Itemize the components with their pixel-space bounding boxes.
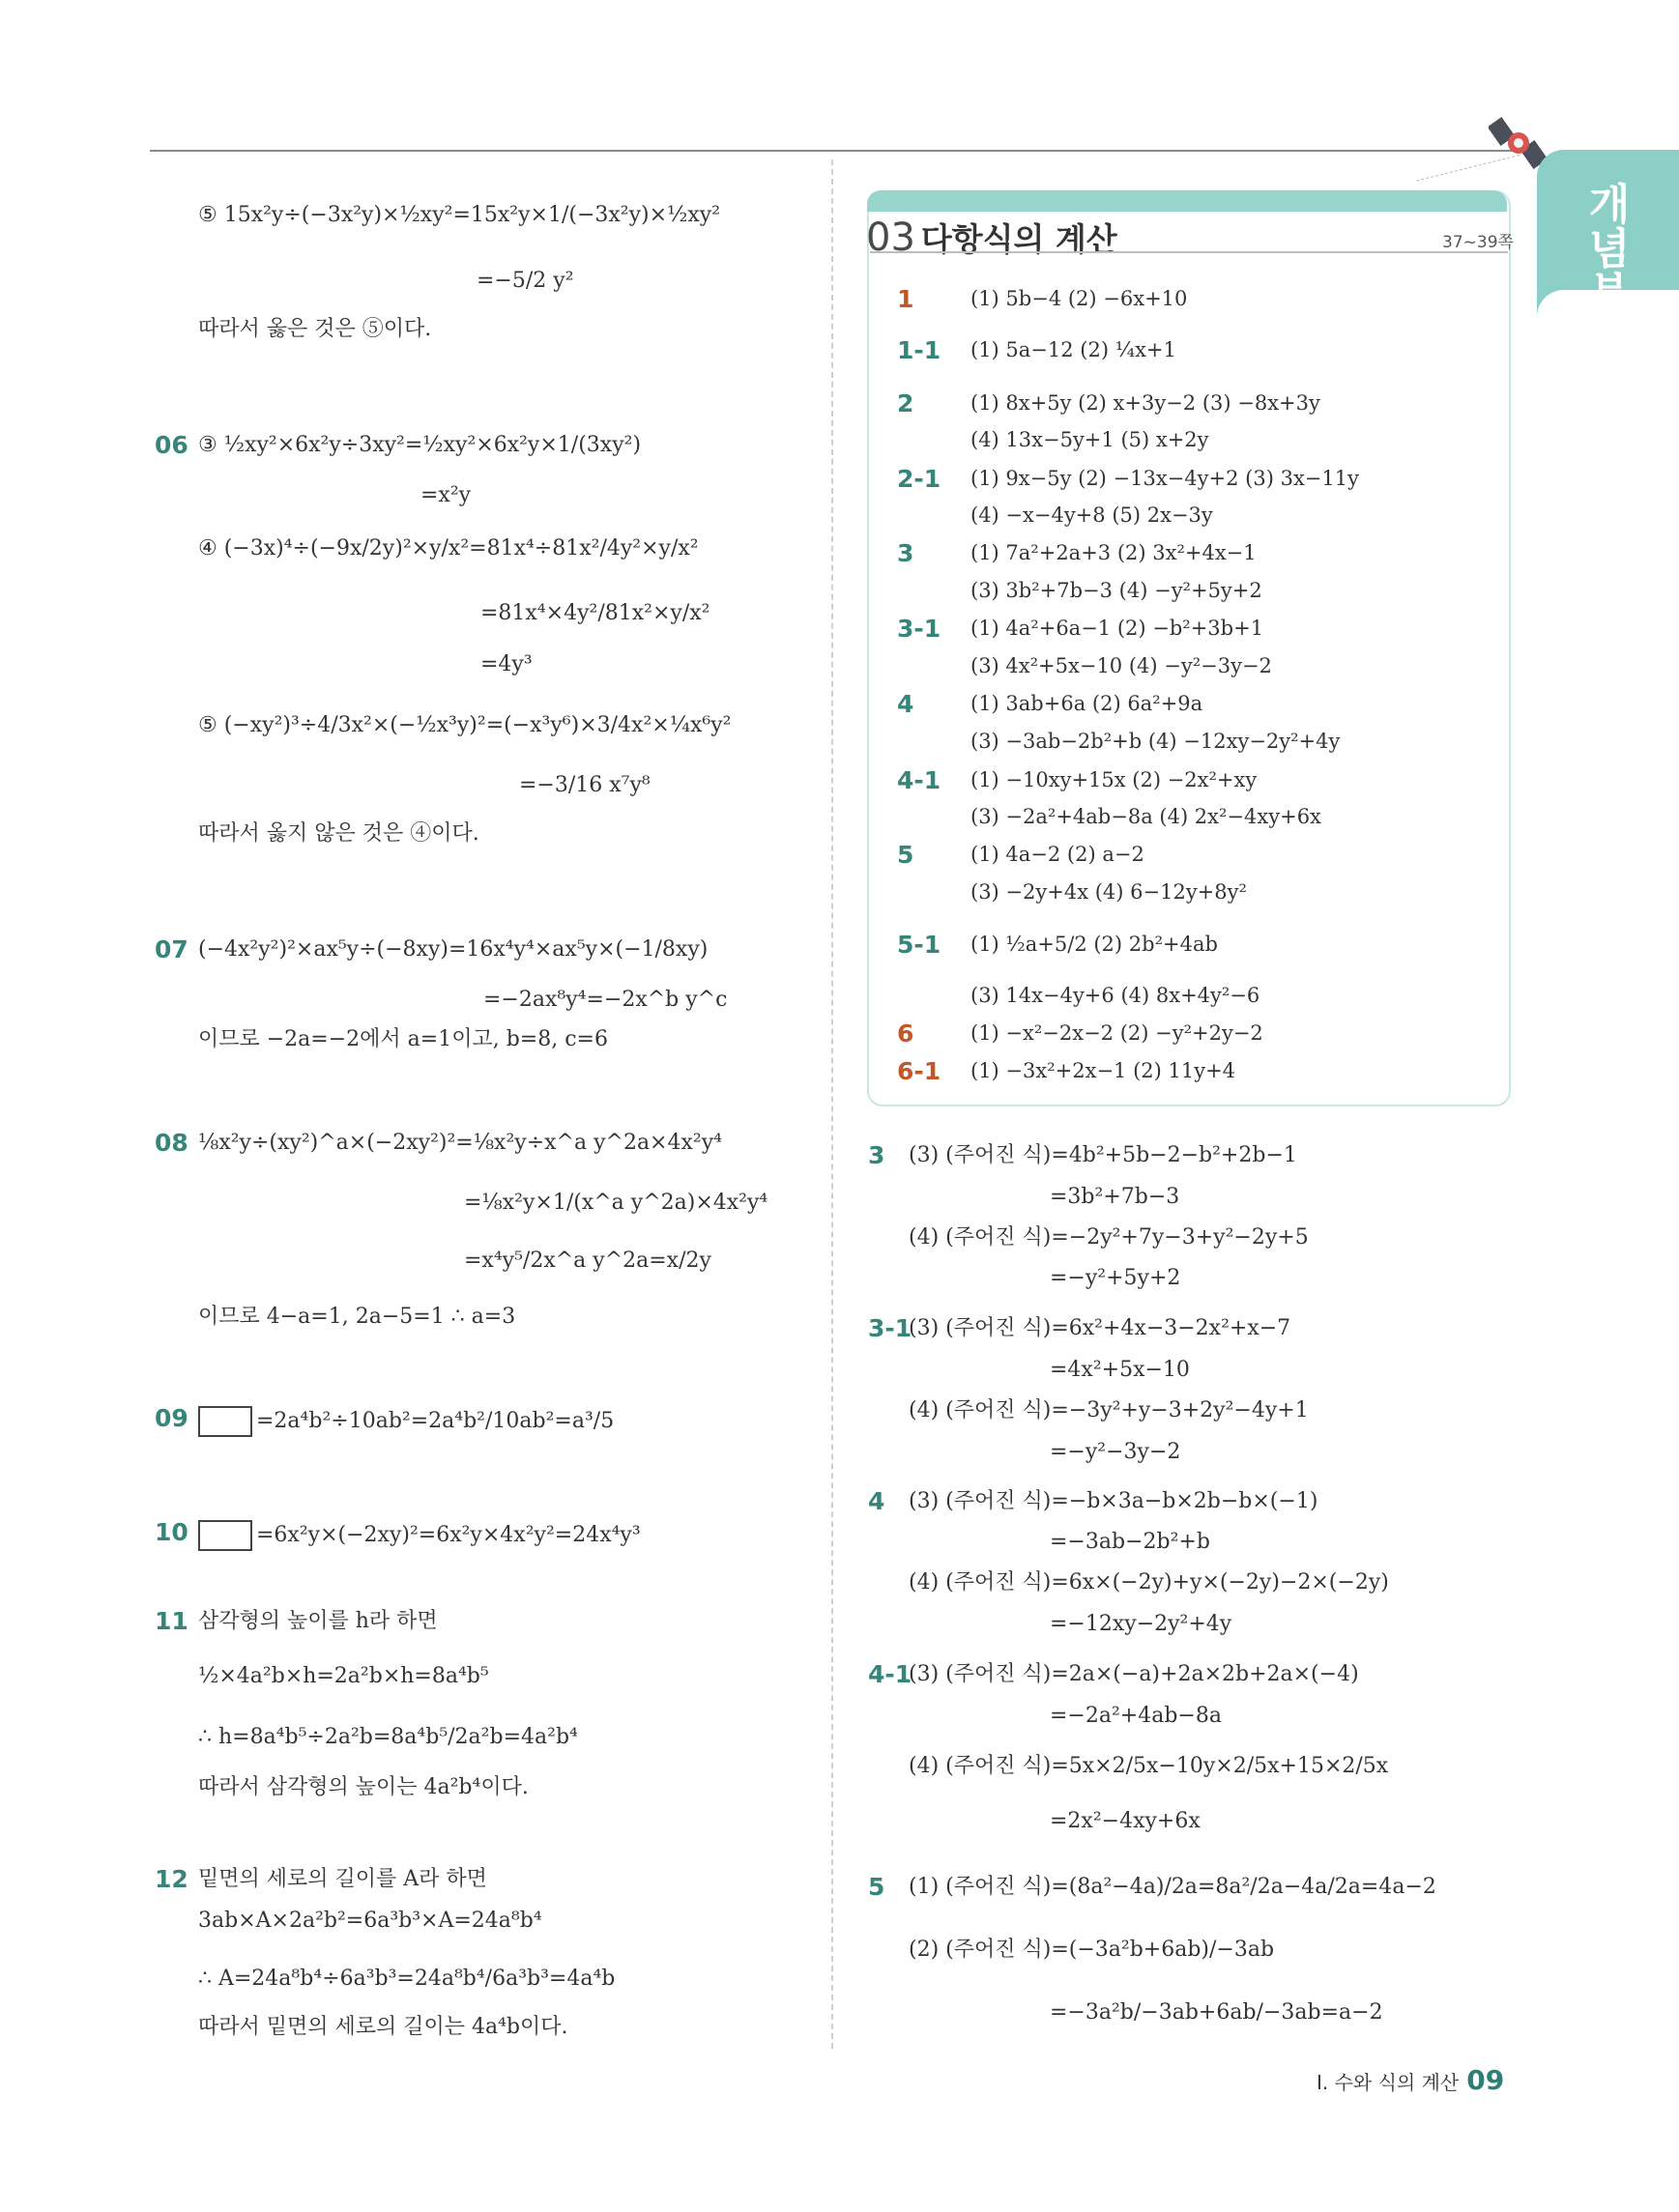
answer-key-rule <box>870 251 1508 253</box>
answer-key-line: (1) 8x+5y (2) x+3y−2 (3) −8x+3y <box>970 391 1320 415</box>
page-number: 09 <box>1466 2064 1505 2096</box>
left-line-text: =−2ax⁸y⁴=−2x^b y^c <box>483 988 728 1012</box>
left-line <box>198 1967 615 1992</box>
right-line-text: (3) (주어진 식)=2a×(−a)+2a×2b+2a×(−4) <box>909 1662 1359 1686</box>
left-line-text: 따라서 삼각형의 높이는 4a²b⁴이다. <box>198 1775 529 1799</box>
left-line-text: =−5/2 y² <box>477 269 574 293</box>
right-line <box>1050 1530 1210 1555</box>
answer-key-number: 2-1 <box>897 465 941 493</box>
answer-key-line: (1) 5b−4 (2) −6x+10 <box>970 287 1188 310</box>
answer-key-line: (1) 7a²+2a+3 (2) 3x²+4x−1 <box>970 541 1257 564</box>
left-line <box>198 1664 489 1689</box>
right-line <box>909 1662 1359 1687</box>
chapter-label: Ⅰ. 수와 식의 계산 <box>1317 2071 1460 2094</box>
answer-key-line: (3) 3b²+7b−3 (4) −y²+5y+2 <box>970 579 1262 602</box>
left-line <box>420 483 471 508</box>
right-line-text: (3) (주어진 식)=−b×3a−b×2b−b×(−1) <box>909 1489 1318 1513</box>
left-line-text: 밑면의 세로의 길이를 A라 하면 <box>198 1867 487 1891</box>
left-line <box>477 269 574 294</box>
right-line <box>1050 1266 1180 1291</box>
left-line <box>198 2015 568 2040</box>
left-problem-number: 07 <box>155 935 188 963</box>
left-line <box>198 821 479 847</box>
right-line <box>1050 1440 1180 1465</box>
left-line <box>480 652 533 677</box>
left-line-text: ⑤ 15x²y÷(−3x²y)×½xy²=15x²y×1/(−3x²y)×½xy² <box>198 203 721 227</box>
book-label: 개념북 <box>1580 182 1630 315</box>
left-line-text: 이므로 −2a=−2에서 a=1이고, b=8, c=6 <box>198 1027 608 1051</box>
answer-key-number: 1 <box>897 285 914 313</box>
answer-key-line: (3) −2a²+4ab−8a (4) 2x²−4xy+6x <box>970 805 1321 828</box>
answer-key-line: (3) −3ab−2b²+b (4) −12xy−2y²+4y <box>970 730 1341 753</box>
left-line <box>464 1191 767 1216</box>
left-line-text: =6x²y×(−2xy)²=6x²y×4x²y²=24x⁴y³ <box>256 1523 641 1547</box>
left-line <box>198 1131 722 1156</box>
right-line-text: =4x²+5x−10 <box>1050 1358 1190 1382</box>
right-line-text: (3) (주어진 식)=4b²+5b−2−b²+2b−1 <box>909 1143 1297 1167</box>
left-line-text: ③ ½xy²×6x²y÷3xy²=½xy²×6x²y×1/(3xy²) <box>198 433 642 457</box>
right-line-text: =−3ab−2b²+b <box>1050 1530 1210 1554</box>
answer-key-number: 4 <box>897 690 914 718</box>
left-problem-number: 06 <box>155 431 188 459</box>
answer-key-number: 3 <box>897 539 914 567</box>
left-line <box>519 773 651 798</box>
right-line-text: (2) (주어진 식)=(−3a²b+6ab)/−3ab <box>909 1938 1275 1962</box>
answer-key-line: (1) 4a−2 (2) a−2 <box>970 843 1144 866</box>
right-line-text: (4) (주어진 식)=−3y²+y−3+2y²−4y+1 <box>909 1398 1309 1422</box>
left-line-text: =x⁴y⁵/2x^a y^2a=x/2y <box>464 1249 711 1273</box>
left-problem-number: 12 <box>155 1865 188 1893</box>
answer-key-number: 1-1 <box>897 336 941 364</box>
answer-key-line: (4) −x−4y+8 (5) 2x−3y <box>970 503 1213 527</box>
right-line-text: =−3a²b/−3ab+6ab/−3ab=a−2 <box>1050 2000 1383 2025</box>
left-line-text: =4y³ <box>480 652 533 676</box>
left-line <box>198 713 732 738</box>
answer-key-line: (1) 3ab+6a (2) 6a²+9a <box>970 692 1203 715</box>
section-number: 03 <box>866 215 915 260</box>
right-problem-number: 5 <box>868 1873 885 1901</box>
right-line-text: (4) (주어진 식)=6x×(−2y)+y×(−2y)−2×(−2y) <box>909 1570 1389 1594</box>
left-line <box>198 1609 438 1634</box>
left-line <box>198 1406 614 1437</box>
answer-key-number: 6 <box>897 1020 914 1048</box>
left-line <box>464 1249 711 1274</box>
left-line <box>198 1867 487 1892</box>
left-line-text: =2a⁴b²÷10ab²=2a⁴b²/10ab²=a³/5 <box>256 1409 615 1433</box>
left-line <box>198 317 431 342</box>
right-problem-number: 4 <box>868 1487 885 1515</box>
right-line <box>1050 2000 1383 2025</box>
blank-box <box>198 1520 252 1551</box>
left-line-text: 따라서 옳지 않은 것은 ④이다. <box>198 821 479 846</box>
left-line-text: =x²y <box>420 483 472 507</box>
section-pages: 37~39쪽 <box>1442 233 1514 252</box>
right-line <box>1050 1612 1231 1637</box>
right-line-text: (1) (주어진 식)=(8a²−4a)/2a=8a²/2a−4a/2a=4a−2 <box>909 1875 1436 1899</box>
left-line <box>198 1725 578 1750</box>
left-line <box>483 988 727 1013</box>
answer-key-line: (3) 4x²+5x−10 (4) −y²−3y−2 <box>970 654 1272 677</box>
right-line <box>909 1398 1309 1423</box>
left-line <box>198 937 708 962</box>
left-line-text: ⅛x²y÷(xy²)^a×(−2xy²)²=⅛x²y÷x^a y^2a×4x²y⁴ <box>198 1131 722 1155</box>
right-line-text: =−y²+5y+2 <box>1050 1266 1181 1290</box>
left-line <box>198 1520 641 1551</box>
answer-key-line: (3) 14x−4y+6 (4) 8x+4y²−6 <box>970 984 1260 1007</box>
left-line <box>198 203 720 228</box>
left-line-text: 이므로 4−a=1, 2a−5=1 ∴ a=3 <box>198 1305 516 1329</box>
left-line <box>198 1775 529 1800</box>
left-line <box>198 1027 608 1052</box>
right-line-text: (4) (주어진 식)=−2y²+7y−3+y²−2y+5 <box>909 1225 1309 1250</box>
left-line-text: =−3/16 x⁷y⁸ <box>519 773 651 797</box>
right-line-text: =2x²−4xy+6x <box>1050 1809 1201 1833</box>
right-line <box>1050 1809 1201 1834</box>
top-rule <box>150 150 1522 152</box>
left-line-text: 3ab×A×2a²b²=6a³b³×A=24a⁸b⁴ <box>198 1909 542 1933</box>
right-line-text: (4) (주어진 식)=5x×2/5x−10y×2/5x+15×2/5x <box>909 1754 1389 1778</box>
answer-key-line: (1) −10xy+15x (2) −2x²+xy <box>970 768 1258 791</box>
answer-key-line: (1) 4a²+6a−1 (2) −b²+3b+1 <box>970 617 1264 640</box>
right-line-text: =−2a²+4ab−8a <box>1050 1704 1222 1728</box>
answer-key-number: 2 <box>897 389 914 417</box>
right-line-text: (3) (주어진 식)=6x²+4x−3−2x²+x−7 <box>909 1316 1291 1340</box>
left-line-text: ∴ h=8a⁴b⁵÷2a²b=8a⁴b⁵/2a²b=4a²b⁴ <box>198 1725 578 1749</box>
blank-box <box>198 1406 252 1437</box>
right-line-text: =−12xy−2y²+4y <box>1050 1612 1232 1636</box>
left-problem-number: 09 <box>155 1404 188 1432</box>
answer-key-box <box>867 190 1511 1106</box>
column-divider <box>831 159 833 2049</box>
right-line <box>909 1754 1388 1779</box>
right-line-text: =−y²−3y−2 <box>1050 1440 1181 1464</box>
left-line-text: ½×4a²b×h=2a²b×h=8a⁴b⁵ <box>198 1664 489 1688</box>
left-line <box>198 1305 515 1330</box>
answer-key-number: 5-1 <box>897 931 941 959</box>
right-line <box>1050 1185 1179 1210</box>
left-problem-number: 08 <box>155 1129 188 1157</box>
left-line-text: =81x⁴×4y²/81x²×y/x² <box>480 601 710 625</box>
left-line-text: 따라서 밑면의 세로의 길이는 4a⁴b이다. <box>198 2015 568 2039</box>
left-line-text: 따라서 옳은 것은 ⑤이다. <box>198 317 432 341</box>
left-line-text: (−4x²y²)²×ax⁵y÷(−8xy)=16x⁴y⁴×ax⁵y×(−1/8xy) <box>198 937 709 962</box>
answer-key-line: (1) 9x−5y (2) −13x−4y+2 (3) 3x−11y <box>970 467 1359 490</box>
answer-key-line: (3) −2y+4x (4) 6−12y+8y² <box>970 880 1247 904</box>
left-line-text: ⑤ (−xy²)³÷4/3x²×(−½x³y)²=(−x³y⁶)×3/4x²×¼x⁶y² <box>198 713 732 737</box>
right-line <box>909 1316 1290 1341</box>
right-line <box>909 1489 1317 1514</box>
answer-key-header-bar <box>867 190 1507 212</box>
page-footer <box>1317 2064 1504 2096</box>
left-line-text: 삼각형의 높이를 h라 하면 <box>198 1609 438 1633</box>
right-line <box>909 1938 1274 1963</box>
right-line <box>1050 1358 1190 1383</box>
right-line <box>909 1875 1436 1900</box>
answers-label: 정답 및 풀이 <box>1589 309 1613 436</box>
right-line <box>1050 1704 1222 1729</box>
left-line <box>480 601 709 626</box>
right-line <box>909 1225 1309 1250</box>
answer-key-number: 5 <box>897 841 914 869</box>
answer-key-number: 6-1 <box>897 1057 941 1085</box>
right-line-text: =3b²+7b−3 <box>1050 1185 1180 1209</box>
answer-key-line: (4) 13x−5y+1 (5) x+2y <box>970 428 1209 451</box>
left-problem-number: 10 <box>155 1518 188 1546</box>
right-line <box>909 1570 1389 1595</box>
section-title-text: 다항식의 계산 <box>920 220 1117 258</box>
answer-key-number: 3-1 <box>897 615 941 643</box>
left-line-text: =⅛x²y×1/(x^a y^2a)×4x²y⁴ <box>464 1191 768 1215</box>
right-problem-number: 3-1 <box>868 1314 912 1342</box>
left-line <box>198 536 699 561</box>
left-problem-number: 11 <box>155 1607 188 1635</box>
right-problem-number: 3 <box>868 1141 885 1169</box>
left-line <box>198 433 641 458</box>
answer-key-line: (1) 5a−12 (2) ¼x+1 <box>970 338 1176 361</box>
answer-key-line: (1) ½a+5/2 (2) 2b²+4ab <box>970 933 1218 956</box>
left-line <box>198 1909 542 1934</box>
answer-key-line: (1) −x²−2x−2 (2) −y²+2y−2 <box>970 1021 1263 1045</box>
answer-key-line: (1) −3x²+2x−1 (2) 11y+4 <box>970 1059 1236 1082</box>
right-problem-number: 4-1 <box>868 1660 912 1688</box>
left-line-text: ∴ A=24a⁸b⁴÷6a³b³=24a⁸b⁴/6a³b³=4a⁴b <box>198 1967 616 1991</box>
right-line <box>909 1143 1297 1168</box>
answer-key-number: 4-1 <box>897 766 941 794</box>
left-line-text: ④ (−3x)⁴÷(−9x/2y)²×y/x²=81x⁴÷81x²/4y²×y/x² <box>198 536 699 560</box>
